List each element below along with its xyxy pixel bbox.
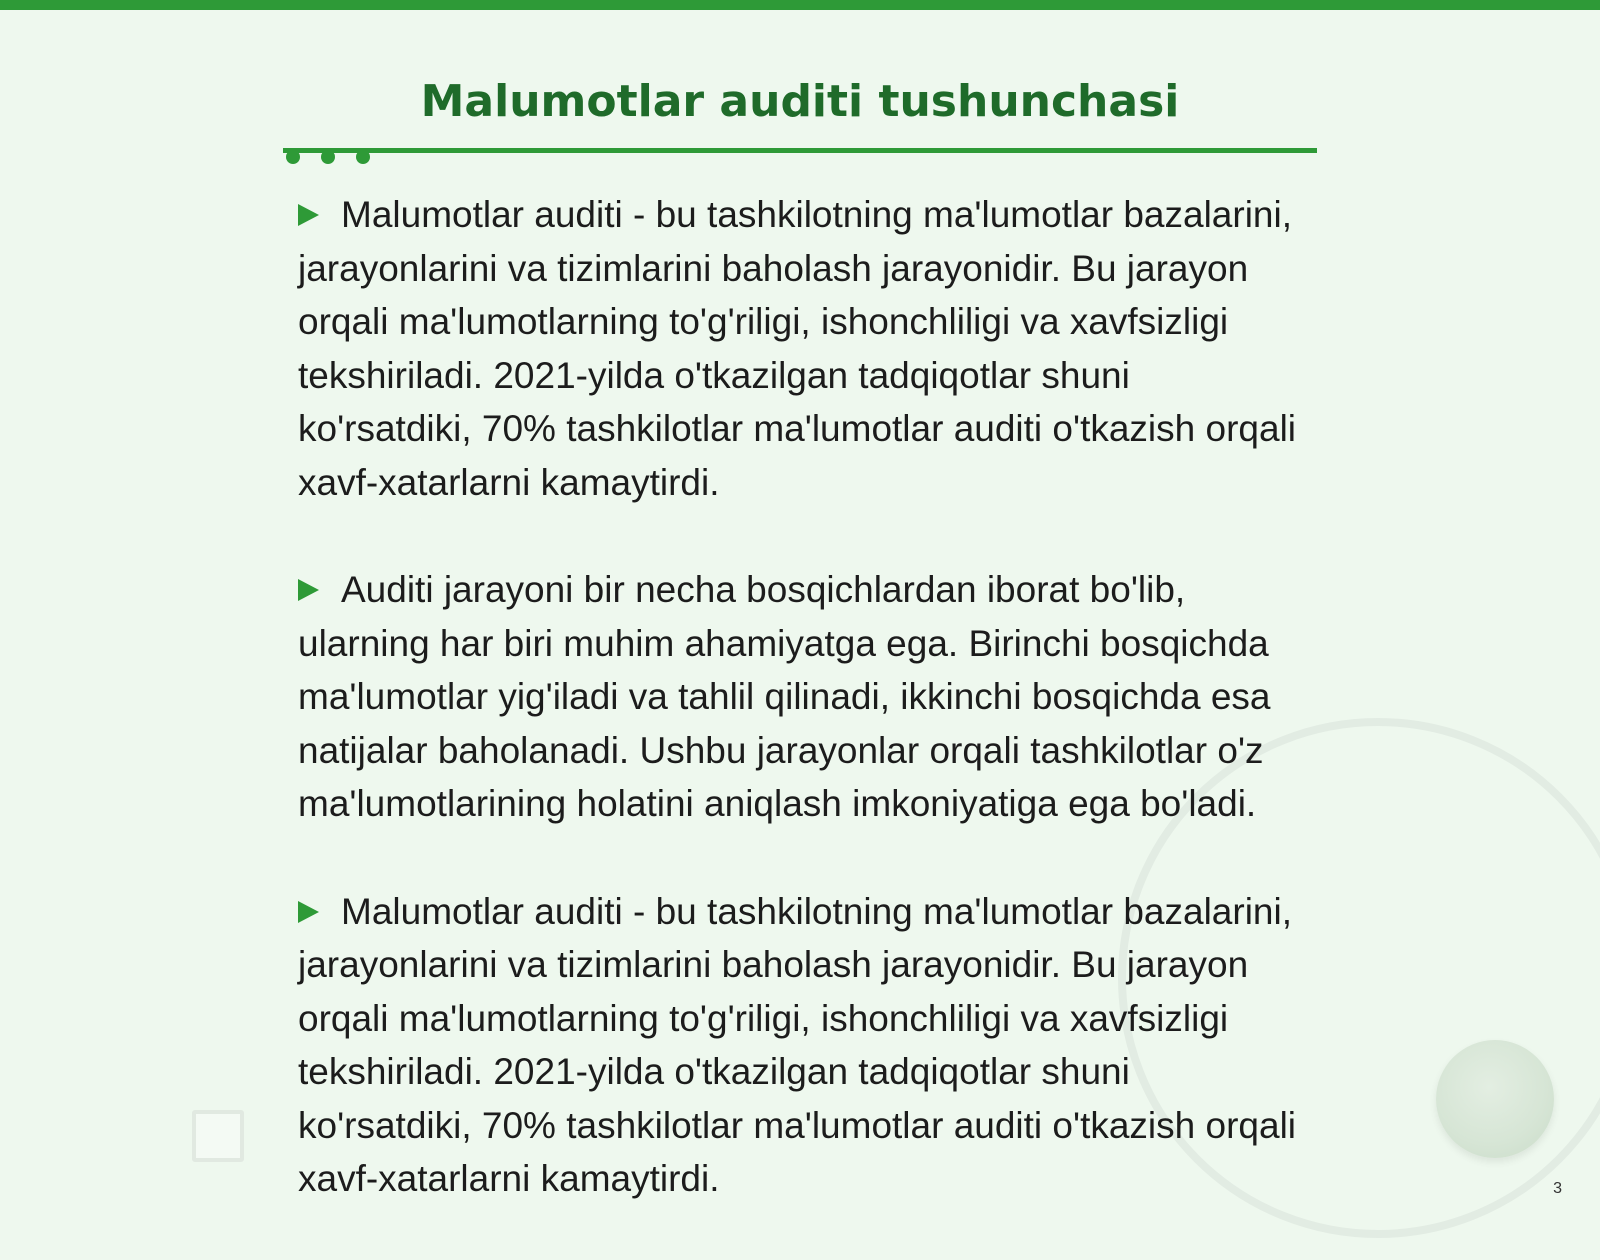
bullet-item-3 <box>298 885 1308 1206</box>
bullet-item-2 <box>298 563 1308 831</box>
top-accent-bar <box>0 0 1600 10</box>
bullet-list <box>298 188 1308 1260</box>
bullet-text-1: Malumotlar auditi - bu tashkilotning ma'lumotlar bazalarini, jarayonlarini va tizimlarini baholash jarayonidir. Bu jarayon orqali ma'lumotlarning to'g'riligi, ishonchliligi va xavfsizligi tekshiriladi. 2021-yilda o'tkazilgan tadqiqotlar shuni ko'rsatdiki, 70% tashkilotlar ma'lumotlar auditi o'tkazish orqali xavf-xatarlarni kamaytirdi. <box>298 194 1297 503</box>
underline-dot-1 <box>286 150 300 164</box>
decorative-circle <box>1436 1040 1554 1158</box>
underline-dot-3 <box>356 150 370 164</box>
decorative-square <box>192 1110 244 1162</box>
triangle-bullet-icon <box>298 901 319 923</box>
page-number: 3 <box>1553 1180 1562 1197</box>
underline-dot-2 <box>321 150 335 164</box>
slide-title: Malumotlar auditi tushunchasi <box>420 76 1180 127</box>
bullet-text-3: Malumotlar auditi - bu tashkilotning ma'lumotlar bazalarini, jarayonlarini va tizimlarini baholash jarayonidir. Bu jarayon orqali ma'lumotlarning to'g'riligi, ishonchliligi va xavfsizligi tekshiriladi. 2021-yilda o'tkazilgan tadqiqotlar shuni ko'rsatdiki, 70% tashkilotlar ma'lumotlar auditi o'tkazish orqali xavf-xatarlarni kamaytirdi. <box>298 890 1297 1199</box>
title-underline <box>283 148 1317 153</box>
bullet-item-1 <box>298 188 1308 509</box>
triangle-bullet-icon <box>298 204 319 226</box>
bullet-text-2: Auditi jarayoni bir necha bosqichlardan iborat bo'lib, ularning har biri muhim ahamiyatga ega. Birinchi bosqichda ma'lumotlar yig'iladi va tahlil qilinadi, ikkinchi bosqichda esa natijalar baholanadi. Ushbu jarayonlar orqali tashkilotlar o'z ma'lumotlarining holatini aniqlash imkoniyatiga ega bo'ladi. <box>298 569 1271 824</box>
triangle-bullet-icon <box>298 579 319 601</box>
